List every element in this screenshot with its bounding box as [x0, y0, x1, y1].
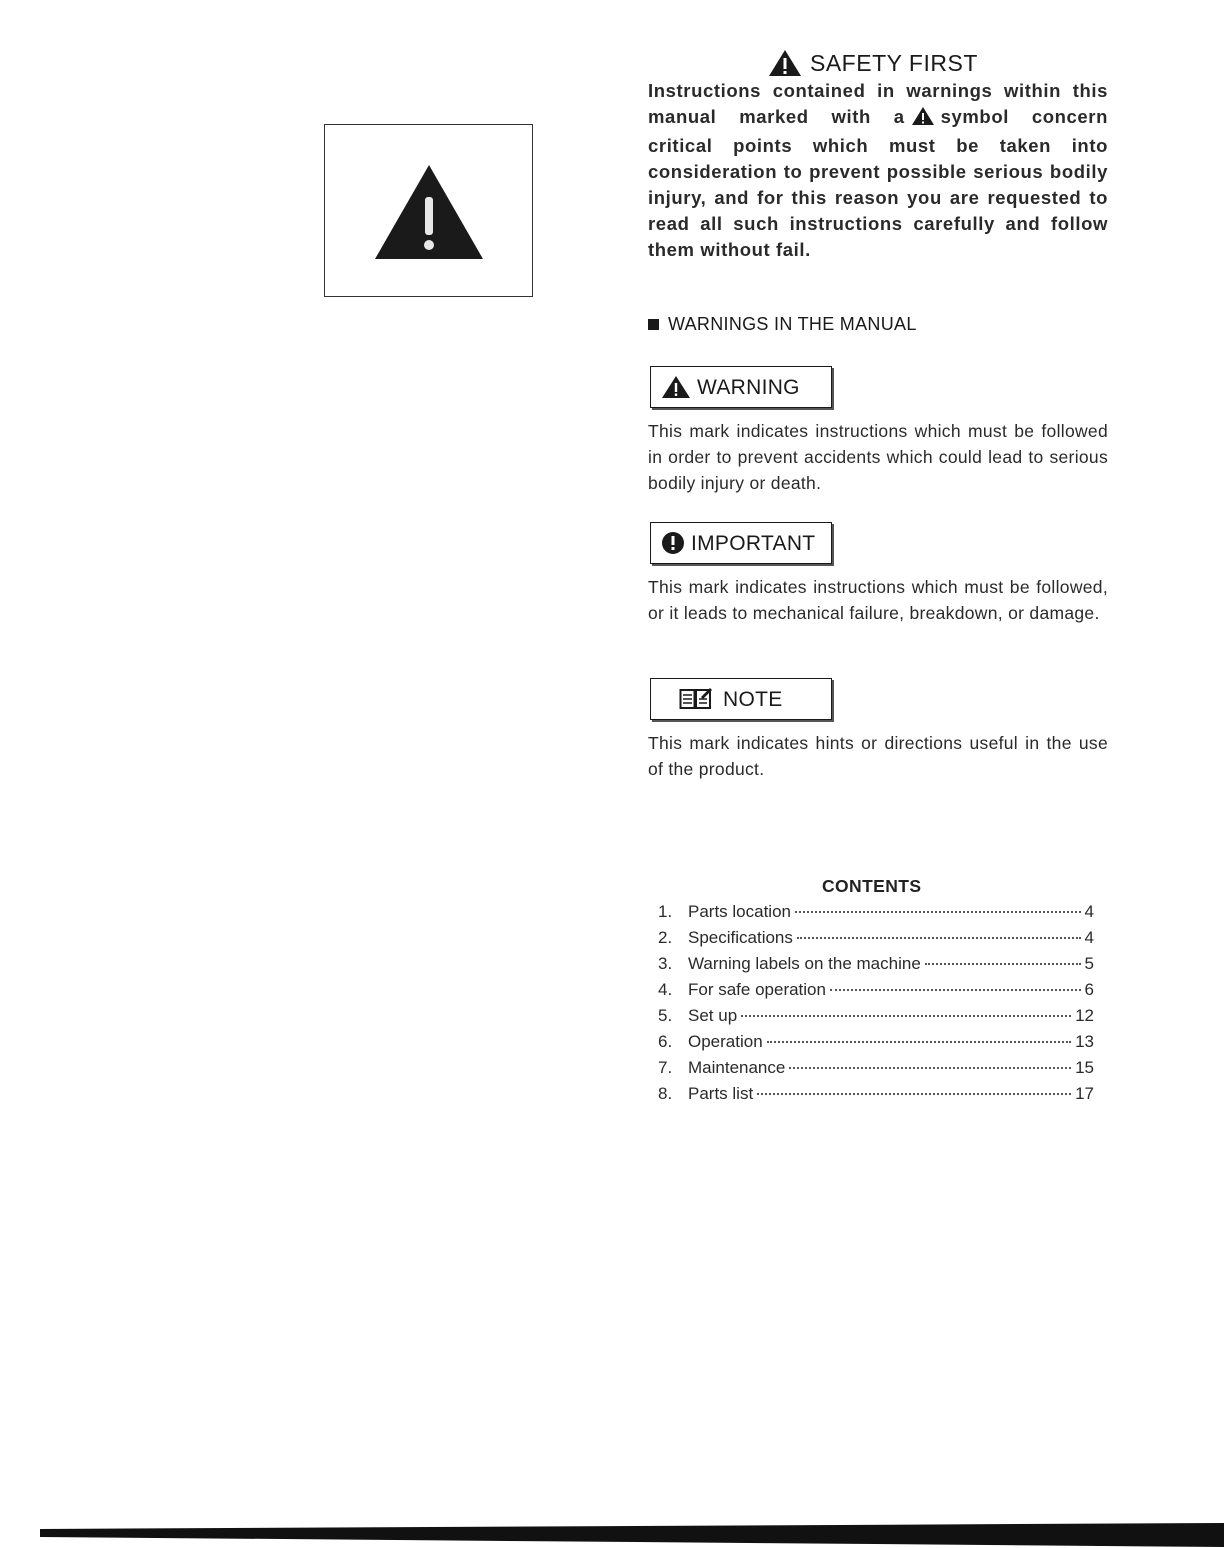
- toc-item-title: Maintenance: [688, 1058, 786, 1077]
- contents-title: CONTENTS: [822, 876, 922, 896]
- toc-item-number: 6.: [658, 1032, 673, 1051]
- safety-intro-paragraph: [648, 78, 1108, 263]
- toc-item-title: Specifications: [688, 928, 793, 947]
- toc-item: [658, 902, 1094, 928]
- toc-item-title: Set up: [688, 1006, 738, 1025]
- toc-item-title: Operation: [688, 1032, 763, 1051]
- toc-item: [658, 1058, 1094, 1084]
- toc-item: [658, 954, 1094, 980]
- warning-triangle-icon: [768, 49, 802, 77]
- toc-item-page: 4: [1084, 928, 1094, 947]
- warnings-section-title: WARNINGS IN THE MANUAL: [668, 314, 917, 334]
- toc-dot-leader: [767, 1041, 1071, 1043]
- safety-first-title: SAFETY FIRST: [810, 49, 978, 76]
- toc-item-title: Parts location: [688, 902, 791, 921]
- toc-item-page: 13: [1075, 1032, 1094, 1051]
- toc-item-number: 7.: [658, 1058, 673, 1077]
- note-label-box: [650, 678, 832, 720]
- toc-item-number: 4.: [658, 980, 673, 999]
- exclamation-circle-icon: [661, 531, 685, 555]
- toc-item-page: 4: [1084, 902, 1094, 921]
- important-label-box: [650, 522, 832, 564]
- toc-dot-leader: [830, 989, 1081, 991]
- toc-dot-leader: [757, 1093, 1071, 1095]
- note-label: NOTE: [723, 687, 783, 711]
- toc-item: [658, 1032, 1094, 1058]
- toc-item-page: 6: [1084, 980, 1094, 999]
- toc-item: [658, 1084, 1094, 1110]
- toc-item: [658, 1006, 1094, 1032]
- safety-intro-part2: symbol concern critical points which must be taken into consideration to prevent possible serious bodily injury, and for this reason you are requested to read all such instructions carefully and follow them without fail.: [648, 106, 1108, 260]
- toc-item-number: 5.: [658, 1006, 673, 1025]
- note-description: This mark indicates hints or directions useful in the use of the product.: [648, 733, 1108, 779]
- bullet-square-icon: [648, 319, 659, 330]
- toc-dot-leader: [741, 1015, 1071, 1017]
- warning-label: WARNING: [697, 375, 800, 399]
- toc-dot-leader: [925, 963, 1081, 965]
- important-label: IMPORTANT: [691, 531, 816, 555]
- toc-item-number: 3.: [658, 954, 673, 973]
- toc-dot-leader: [789, 1067, 1071, 1069]
- toc-item-number: 8.: [658, 1084, 673, 1103]
- large-warning-triangle-icon: [373, 163, 485, 261]
- toc-item-title: For safe operation: [688, 980, 826, 999]
- toc-dot-leader: [797, 937, 1081, 939]
- toc-item-title: Warning labels on the machine: [688, 954, 921, 973]
- safety-first-heading: [768, 48, 978, 78]
- toc-item-page: 15: [1075, 1058, 1094, 1077]
- warning-label-box: [650, 366, 832, 408]
- toc-item-page: 12: [1075, 1006, 1094, 1025]
- inline-warning-triangle-icon: [911, 106, 935, 133]
- toc-item-page: 5: [1084, 954, 1094, 973]
- toc-item-title: Parts list: [688, 1084, 754, 1103]
- warning-triangle-icon: [661, 375, 691, 399]
- toc-item: [658, 928, 1094, 954]
- toc-dot-leader: [795, 911, 1081, 913]
- important-description: This mark indicates instructions which must be followed, or it leads to mechanical failure, breakdown, or damage.: [648, 577, 1108, 623]
- table-of-contents: [658, 902, 1094, 1110]
- toc-item-number: 2.: [658, 928, 673, 947]
- bottom-border-rule: [40, 1523, 1224, 1547]
- safety-intro-part1: Instructions contained in warnings within this manual marked with a: [648, 80, 1108, 127]
- toc-item: [658, 980, 1094, 1006]
- warning-description: This mark indicates instructions which must be followed in order to prevent accidents which could lead to serious bodily injury or death.: [648, 421, 1108, 493]
- toc-item-number: 1.: [658, 902, 673, 921]
- toc-item-page: 17: [1075, 1084, 1094, 1103]
- manual-book-icon: [679, 687, 713, 711]
- warnings-section-heading: [648, 314, 1108, 335]
- warning-symbol-frame: [324, 124, 533, 297]
